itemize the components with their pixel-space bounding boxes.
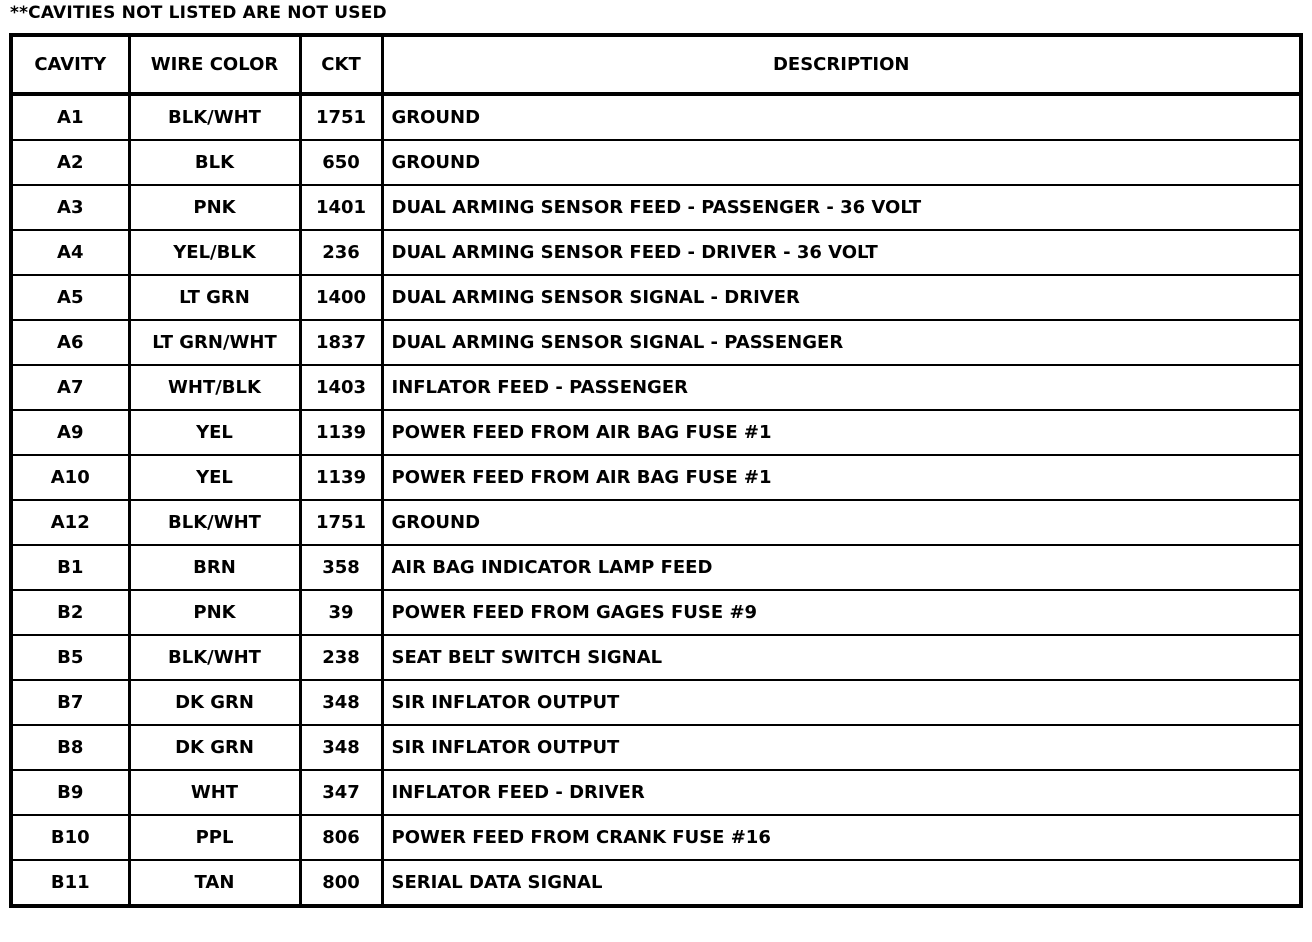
cell-wire-color: BLK/WHT (129, 500, 300, 545)
cell-cavity: B1 (11, 545, 129, 590)
cell-cavity: A12 (11, 500, 129, 545)
cell-cavity: A4 (11, 230, 129, 275)
cell-description: DUAL ARMING SENSOR FEED - PASSENGER - 36 VOLT (382, 185, 1301, 230)
cell-ckt: 800 (300, 860, 382, 906)
cell-ckt: 236 (300, 230, 382, 275)
cell-wire-color: BRN (129, 545, 300, 590)
cell-cavity: A2 (11, 140, 129, 185)
header-cavity: CAVITY (11, 35, 129, 94)
table-row (11, 635, 1301, 680)
cell-wire-color: WHT/BLK (129, 365, 300, 410)
cell-ckt: 1837 (300, 320, 382, 365)
cell-description: SIR INFLATOR OUTPUT (382, 680, 1301, 725)
cell-description: AIR BAG INDICATOR LAMP FEED (382, 545, 1301, 590)
cell-description: POWER FEED FROM CRANK FUSE #16 (382, 815, 1301, 860)
cell-cavity: A5 (11, 275, 129, 320)
cell-description: POWER FEED FROM GAGES FUSE #9 (382, 590, 1301, 635)
cell-wire-color: LT GRN/WHT (129, 320, 300, 365)
header-ckt: CKT (300, 35, 382, 94)
cell-description: DUAL ARMING SENSOR SIGNAL - DRIVER (382, 275, 1301, 320)
cell-ckt: 238 (300, 635, 382, 680)
cell-ckt: 348 (300, 680, 382, 725)
cell-wire-color: LT GRN (129, 275, 300, 320)
cell-ckt: 1139 (300, 410, 382, 455)
table-row (11, 320, 1301, 365)
cell-cavity: A9 (11, 410, 129, 455)
cell-description: GROUND (382, 500, 1301, 545)
header-wire-color: WIRE COLOR (129, 35, 300, 94)
table-row (11, 545, 1301, 590)
cell-cavity: B11 (11, 860, 129, 906)
cell-cavity: A7 (11, 365, 129, 410)
cell-cavity: B10 (11, 815, 129, 860)
cell-wire-color: BLK/WHT (129, 94, 300, 140)
cell-ckt: 650 (300, 140, 382, 185)
cell-cavity: B2 (11, 590, 129, 635)
table-row (11, 185, 1301, 230)
cell-cavity: A10 (11, 455, 129, 500)
cell-ckt: 1400 (300, 275, 382, 320)
table-row (11, 410, 1301, 455)
cell-wire-color: YEL (129, 455, 300, 500)
table-row (11, 365, 1301, 410)
table-row (11, 860, 1301, 906)
cell-wire-color: YEL/BLK (129, 230, 300, 275)
cell-cavity: A1 (11, 94, 129, 140)
cell-wire-color: DK GRN (129, 725, 300, 770)
cell-wire-color: PPL (129, 815, 300, 860)
cell-wire-color: TAN (129, 860, 300, 906)
cell-ckt: 806 (300, 815, 382, 860)
cell-description: INFLATOR FEED - PASSENGER (382, 365, 1301, 410)
cell-wire-color: WHT (129, 770, 300, 815)
table-row (11, 815, 1301, 860)
table-row (11, 275, 1301, 320)
cell-description: SIR INFLATOR OUTPUT (382, 725, 1301, 770)
cell-description: POWER FEED FROM AIR BAG FUSE #1 (382, 410, 1301, 455)
table-row (11, 770, 1301, 815)
cell-description: GROUND (382, 140, 1301, 185)
cell-description: INFLATOR FEED - DRIVER (382, 770, 1301, 815)
cell-description: DUAL ARMING SENSOR FEED - DRIVER - 36 VOLT (382, 230, 1301, 275)
cell-description: SEAT BELT SWITCH SIGNAL (382, 635, 1301, 680)
table-row (11, 500, 1301, 545)
header-description: DESCRIPTION (382, 35, 1301, 94)
cell-description: POWER FEED FROM AIR BAG FUSE #1 (382, 455, 1301, 500)
cell-wire-color: DK GRN (129, 680, 300, 725)
cavities-note: **CAVITIES NOT LISTED ARE NOT USED (10, 3, 387, 23)
header-row (11, 35, 1301, 94)
cell-ckt: 1401 (300, 185, 382, 230)
cell-description: SERIAL DATA SIGNAL (382, 860, 1301, 906)
cell-cavity: A3 (11, 185, 129, 230)
cell-ckt: 1751 (300, 500, 382, 545)
cell-ckt: 1751 (300, 94, 382, 140)
table-row (11, 140, 1301, 185)
table-row (11, 230, 1301, 275)
cell-ckt: 347 (300, 770, 382, 815)
table-header (11, 35, 1301, 94)
connector-pinout-table (9, 33, 1303, 908)
cell-wire-color: YEL (129, 410, 300, 455)
cell-cavity: B5 (11, 635, 129, 680)
table-row (11, 94, 1301, 140)
table-row (11, 455, 1301, 500)
cell-description: GROUND (382, 94, 1301, 140)
cell-ckt: 1403 (300, 365, 382, 410)
cell-ckt: 39 (300, 590, 382, 635)
cell-ckt: 348 (300, 725, 382, 770)
cell-wire-color: PNK (129, 185, 300, 230)
cell-cavity: B9 (11, 770, 129, 815)
cell-wire-color: BLK/WHT (129, 635, 300, 680)
table-row (11, 590, 1301, 635)
cell-cavity: B7 (11, 680, 129, 725)
table-row (11, 725, 1301, 770)
cell-ckt: 1139 (300, 455, 382, 500)
cell-cavity: A6 (11, 320, 129, 365)
cell-description: DUAL ARMING SENSOR SIGNAL - PASSENGER (382, 320, 1301, 365)
cell-wire-color: PNK (129, 590, 300, 635)
table-row (11, 680, 1301, 725)
cell-wire-color: BLK (129, 140, 300, 185)
cell-cavity: B8 (11, 725, 129, 770)
cell-ckt: 358 (300, 545, 382, 590)
table-body (11, 94, 1301, 906)
